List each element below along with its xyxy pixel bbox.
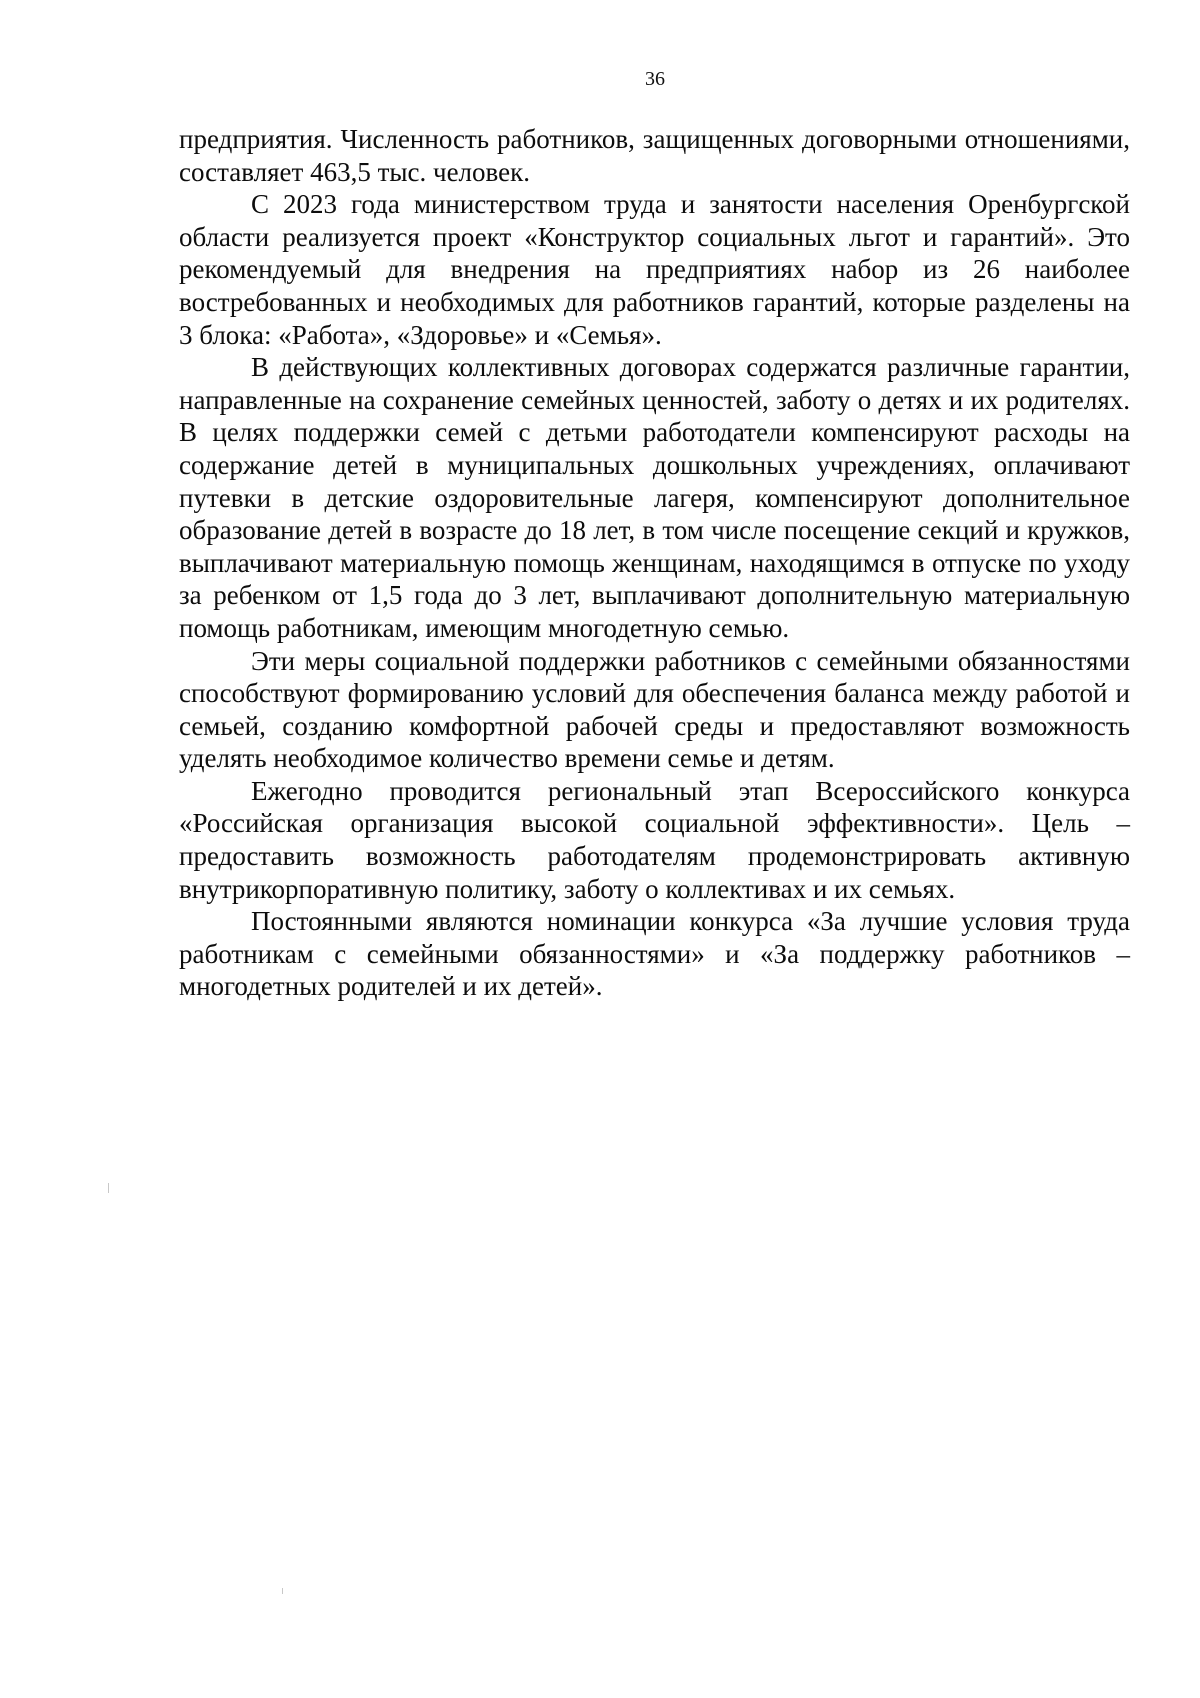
scan-speck (282, 1588, 283, 1594)
paragraph-nominations: Постоянными являются номинации конкурса «За лучшие условия труда работникам с семейными обязанностями» и «За поддержку работников – многодетных родителей и их детей». (179, 906, 1130, 1002)
page-number: 36 (645, 68, 665, 90)
paragraph-contest: Ежегодно проводится региональный этап Всероссийского конкурса «Российская организация высокой социальной эффективности». Цель – предоставить возможность работодателям продемонстрировать активную внутрикорпоративную политику, заботу о коллективах и их семьях. (179, 775, 1130, 904)
paragraph-continuation: предприятия. Численность работников, защищенных договорными отношениями, составляет 463,5 тыс. человек. (179, 124, 1130, 187)
paragraph-guarantees: В действующих коллективных договорах содержатся различные гарантии, направленные на сохранение семейных ценностей, заботу о детях и их родителях. В целях поддержки семей с детьми работодатели компенсируют расходы на содержание детей в муниципальных дошкольных учреждениях, оплачивают путевки в детские оздоровительные лагеря, компенсируют дополнительное образование детей в возрасте до 18 лет, в том числе посещение секций и кружков, выплачивают материальную помощь женщинам, находящимся в отпуске по уходу за ребенком от 1,5 года до 3 лет, выплачивают дополнительную материальную помощь работникам, имеющим многодетную семью. (179, 352, 1130, 643)
paragraph-support-measures: Эти меры социальной поддержки работников с семейными обязанностями способствуют формированию условий для обеспечения баланса между работой и семьей, созданию комфортной рабочей среды и предоставляют возможность уделять необходимое количество времени семье и детям. (179, 645, 1130, 774)
scan-speck (108, 1183, 109, 1193)
paragraph-project: С 2023 года министерством труда и занятости населения Оренбургской области реализуется проект «Конструктор социальных льгот и гарантий». Это рекомендуемый для внедрения на предприятиях набор из 26 наиболее востребованных и необходимых для работников гарантий, которые разделены на 3 блока: «Работа», «Здоровье» и «Семья». (179, 189, 1130, 350)
document-body (179, 123, 1130, 1003)
